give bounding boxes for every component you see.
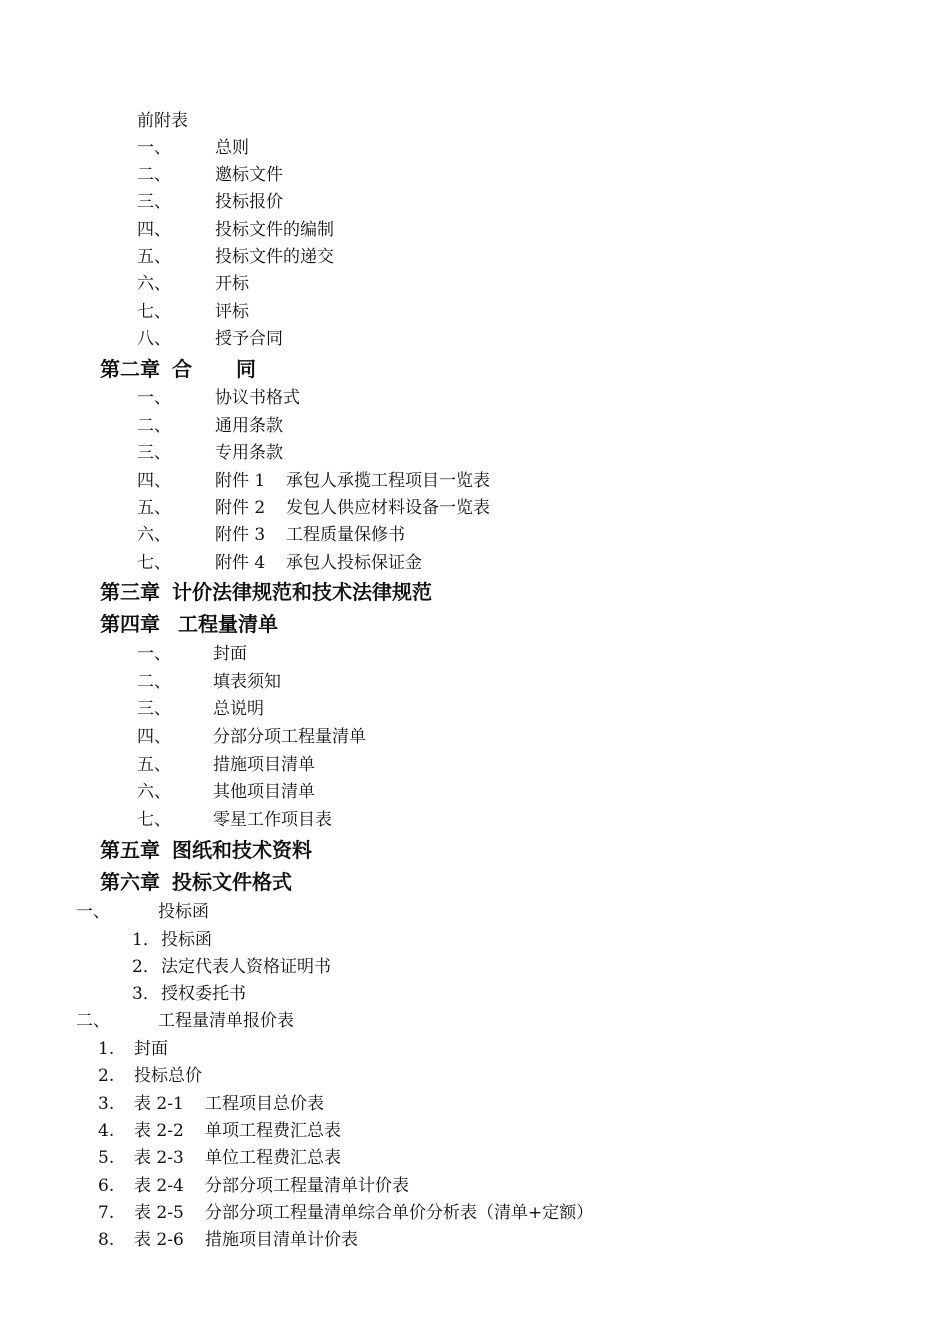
toc-item-text: 总则 — [215, 138, 249, 158]
list-item-number: 1． — [132, 930, 160, 950]
toc-item-number: 八、 — [137, 329, 171, 349]
toc-item-text: 通用条款 — [215, 416, 283, 436]
toc-item-number: 二、 — [137, 165, 171, 185]
toc-item-subtext: 工程质量保修书 — [286, 525, 405, 545]
list-item-text: 封面 — [134, 1039, 168, 1059]
toc-item-number: 一、 — [137, 644, 171, 664]
list-item-subtext: 单项工程费汇总表 — [205, 1121, 341, 1141]
section-number: 二、 — [76, 1011, 110, 1031]
section-title: 投标函 — [158, 902, 209, 922]
toc-item-subtext: 发包人供应材料设备一览表 — [286, 498, 490, 518]
toc-item-text: 专用条款 — [215, 443, 283, 463]
toc-item-number: 二、 — [137, 672, 171, 692]
chapter-title: 工程量清单 — [178, 612, 278, 636]
list-item-text: 表 2-5 — [134, 1203, 184, 1223]
toc-item-text: 附件 1 — [215, 471, 266, 491]
toc-item-number: 四、 — [137, 727, 171, 747]
toc-item-text: 投标报价 — [215, 192, 283, 212]
list-item-text: 投标总价 — [134, 1066, 202, 1086]
list-item-text: 授权委托书 — [161, 984, 246, 1004]
chapter-heading — [100, 837, 312, 863]
list-item-number: 4. — [98, 1121, 115, 1141]
toc-item-text: 分部分项工程量清单 — [213, 727, 366, 747]
list-item-text: 表 2-4 — [134, 1176, 184, 1196]
toc-item-text: 授予合同 — [215, 329, 283, 349]
toc-item-number: 六、 — [137, 782, 171, 802]
toc-item-number: 一、 — [137, 388, 171, 408]
toc-item-number: 四、 — [137, 471, 171, 491]
toc-item-text: 措施项目清单 — [213, 755, 315, 775]
chapter-label: 第六章 — [100, 870, 160, 894]
toc-item-number: 三、 — [137, 192, 171, 212]
chapter-label: 第五章 — [100, 838, 160, 862]
chapter-title: 图纸和技术资料 — [172, 838, 312, 862]
toc-item-number: 六、 — [137, 274, 171, 294]
toc-item-text: 填表须知 — [213, 672, 281, 692]
toc-item-text: 邀标文件 — [215, 165, 283, 185]
list-item-number: 7. — [98, 1203, 115, 1223]
toc-item-text: 封面 — [213, 644, 247, 664]
list-item-subtext: 单位工程费汇总表 — [205, 1148, 341, 1168]
list-item-text: 表 2-6 — [134, 1230, 184, 1250]
chapter-heading — [100, 869, 292, 895]
list-item-text: 表 2-2 — [134, 1121, 184, 1141]
toc-item-subtext: 承包人投标保证金 — [286, 553, 422, 573]
list-item-subtext: 措施项目清单计价表 — [205, 1230, 358, 1250]
section-title: 工程量清单报价表 — [158, 1011, 294, 1031]
chapter-title: 投标文件格式 — [172, 870, 292, 894]
list-item-text: 表 2-3 — [134, 1148, 184, 1168]
toc-item-text: 协议书格式 — [215, 388, 300, 408]
list-item-subtext: 分部分项工程量清单计价表 — [205, 1176, 409, 1196]
toc-item-text: 评标 — [215, 302, 249, 322]
chapter-heading — [100, 356, 256, 382]
chapter-heading — [100, 611, 278, 637]
toc-item-text: 附件 4 — [215, 553, 266, 573]
toc-item-text: 总说明 — [213, 699, 264, 719]
toc-item-text: 投标文件的递交 — [215, 247, 334, 267]
list-item-number: 2． — [132, 957, 160, 977]
chapter-title-part: 同 — [236, 357, 256, 381]
toc-item-text: 零星工作项目表 — [213, 810, 332, 830]
toc-item-number: 六、 — [137, 525, 171, 545]
section-number: 一、 — [76, 902, 110, 922]
list-item-number: 8. — [98, 1230, 115, 1250]
list-item-subtext: 分部分项工程量清单综合单价分析表（清单+定额） — [205, 1203, 594, 1223]
list-item-number: 6. — [98, 1176, 115, 1196]
list-item-text: 投标函 — [161, 930, 212, 950]
list-item-number: 2. — [98, 1066, 115, 1086]
toc-item-number: 七、 — [137, 302, 171, 322]
toc-item-number: 四、 — [137, 220, 171, 240]
chapter-label: 第四章 — [100, 612, 160, 636]
list-item-text: 表 2-1 — [134, 1094, 184, 1114]
list-item-subtext: 工程项目总价表 — [205, 1094, 324, 1114]
toc-item-text: 附件 2 — [215, 498, 266, 518]
toc-item-text: 附件 3 — [215, 525, 266, 545]
toc-item-subtext: 承包人承揽工程项目一览表 — [286, 471, 490, 491]
chapter-label: 第二章 — [100, 357, 160, 381]
list-item-number: 5. — [98, 1148, 115, 1168]
toc-item-number: 五、 — [137, 498, 171, 518]
chapter-heading — [100, 579, 432, 605]
toc-item-number: 七、 — [137, 810, 171, 830]
toc-item-number: 五、 — [137, 247, 171, 267]
toc-item-number: 二、 — [137, 416, 171, 436]
toc-item-text: 投标文件的编制 — [215, 220, 334, 240]
chapter-title: 计价法律规范和技术法律规范 — [172, 580, 432, 604]
chapter-title-part: 合 — [172, 357, 192, 381]
toc-item-text: 开标 — [215, 274, 249, 294]
toc-item-number: 一、 — [137, 138, 171, 158]
toc-item-number: 七、 — [137, 553, 171, 573]
toc-item-number: 五、 — [137, 755, 171, 775]
chapter-label: 第三章 — [100, 580, 160, 604]
toc-item-number: 三、 — [137, 699, 171, 719]
list-item-text: 法定代表人资格证明书 — [161, 957, 331, 977]
preface-title: 前附表 — [137, 111, 188, 131]
list-item-number: 3. — [98, 1094, 115, 1114]
toc-item-text: 其他项目清单 — [213, 782, 315, 802]
toc-item-number: 三、 — [137, 443, 171, 463]
list-item-number: 1. — [98, 1039, 115, 1059]
list-item-number: 3． — [132, 984, 160, 1004]
